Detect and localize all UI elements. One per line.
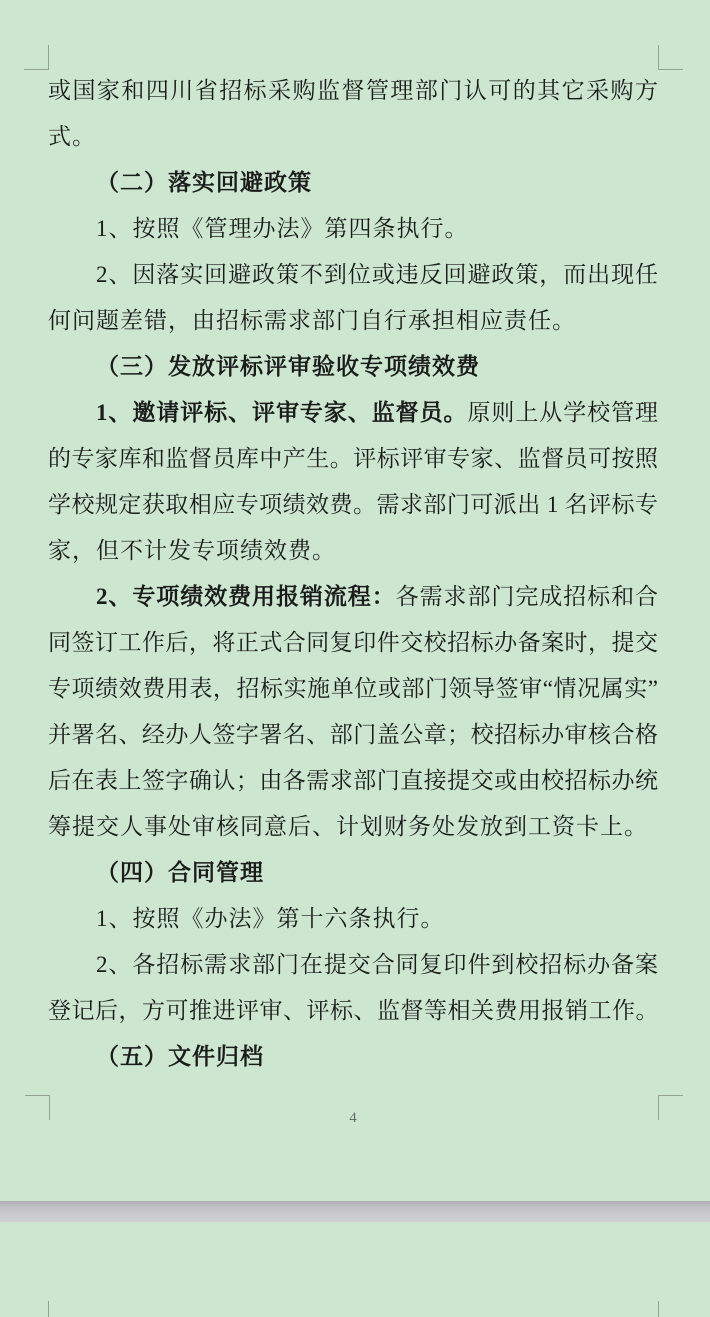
next-page-boundary-mark-right (658, 1301, 659, 1317)
text-line (48, 620, 658, 666)
text-line (48, 942, 658, 988)
text-run: 家，但不计发专项绩效费。 (48, 538, 336, 563)
heading-text: （三）发放评标评审验收专项绩效费 (96, 354, 480, 379)
text-run: 1、按照《管理办法》第四条执行。 (96, 216, 469, 241)
text-run: 原则上从学校管理 (467, 400, 659, 425)
text-run: 或国家和四川省招标采购监督管理部门认可的其它采购方 (48, 78, 658, 103)
text-boundary-mark-bottom-left (25, 1095, 50, 1120)
text-line (48, 252, 658, 298)
text-line (48, 298, 658, 344)
text-run: 学校规定获取相应专项绩效费。需求部门可派出 1 名评标专 (48, 492, 658, 517)
text-run: 2、因落实回避政策不到位或违反回避政策，而出现任 (96, 262, 658, 287)
text-run: 并署名、经办人签字署名、部门盖公章；校招标办审核合格 (48, 722, 658, 747)
text-run: 后在表上签字确认；由各需求部门直接提交或由校招标办统 (48, 768, 658, 793)
text-line (48, 482, 658, 528)
next-page-boundary-mark-left (48, 1301, 49, 1317)
text-line (48, 68, 658, 114)
text-line (48, 666, 658, 712)
text-line (48, 804, 658, 850)
text-line (48, 712, 658, 758)
text-line (48, 758, 658, 804)
text-line (48, 988, 658, 1034)
text-line (48, 390, 658, 436)
bold-text-run: 1、邀请评标、评审专家、监督员。 (96, 400, 468, 425)
text-line (48, 528, 658, 574)
text-line (48, 436, 658, 482)
text-run: 的专家库和监督员库中产生。评标评审专家、监督员可按照 (48, 446, 658, 471)
text-line (48, 114, 658, 160)
heading-text: （四）合同管理 (96, 860, 264, 885)
text-line (48, 896, 658, 942)
section-heading (48, 850, 658, 896)
heading-text: （二）落实回避政策 (96, 170, 312, 195)
text-run: 同签订工作后，将正式合同复印件交校招标办备案时，提交 (48, 630, 658, 655)
text-line (48, 574, 658, 620)
text-run: 1、按照《办法》第十六条执行。 (96, 906, 445, 931)
section-heading (48, 1034, 658, 1080)
bold-text-run: 2、专项绩效费用报销流程： (96, 584, 396, 609)
text-run: 式。 (48, 124, 96, 149)
text-line (48, 206, 658, 252)
text-run: 各需求部门完成招标和合 (395, 584, 659, 609)
text-boundary-mark-top-left (24, 45, 49, 70)
text-run: 登记后，方可推进评审、评标、监督等相关费用报销工作。 (48, 998, 658, 1023)
text-boundary-mark-bottom-right (658, 1095, 683, 1120)
heading-text: （五）文件归档 (96, 1044, 264, 1069)
text-run: 专项绩效费用表，招标实施单位或部门领导签审“情况属实” (48, 676, 658, 701)
section-heading (48, 344, 658, 390)
page-number: 4 (349, 1110, 357, 1126)
page-gap-separator (0, 1201, 710, 1222)
text-run: 2、各招标需求部门在提交合同复印件到校招标办备案 (96, 952, 658, 977)
text-boundary-mark-top-right (658, 45, 683, 70)
page-text-area (48, 68, 658, 1080)
section-heading (48, 160, 658, 206)
text-run: 筹提交人事处审核同意后、计划财务处发放到工资卡上。 (48, 814, 648, 839)
text-run: 何问题差错，由招标需求部门自行承担相应责任。 (48, 308, 576, 333)
